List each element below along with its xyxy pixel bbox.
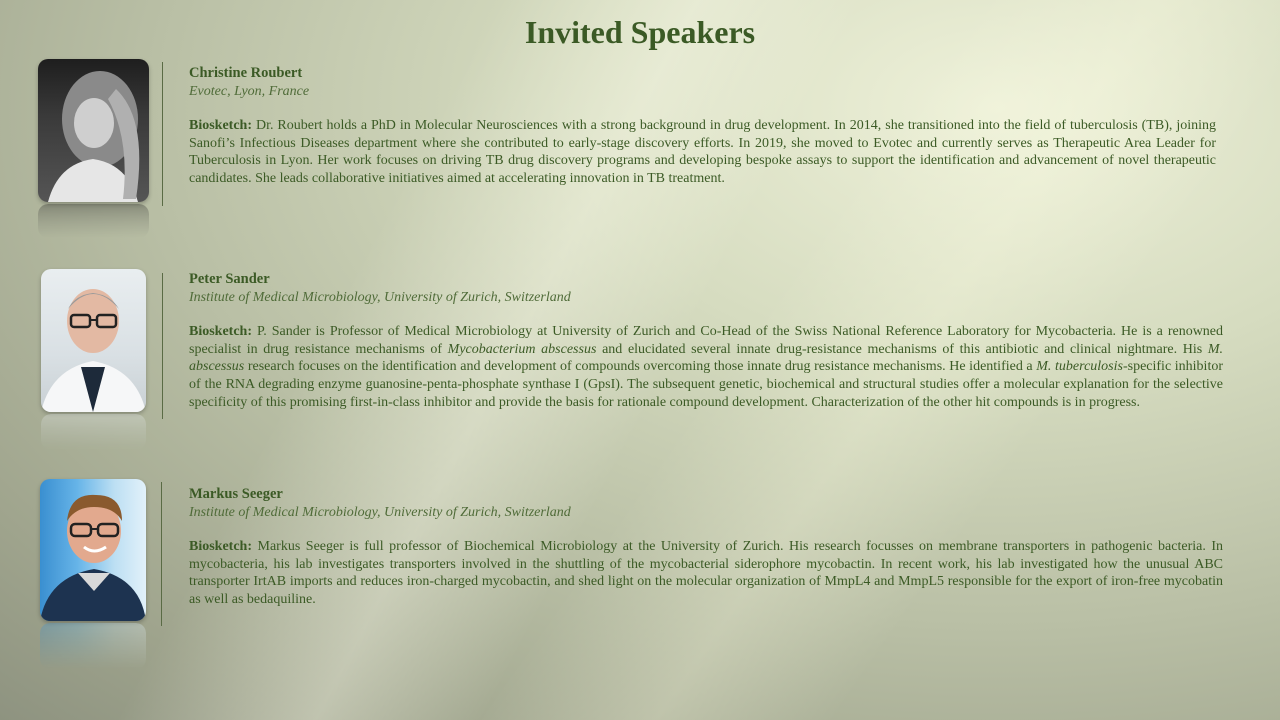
speaker-photo-wrap [41, 269, 146, 450]
speaker-photo [38, 59, 149, 202]
divider [162, 273, 163, 419]
speaker-photo [41, 269, 146, 412]
divider [162, 62, 163, 206]
page-title: Invited Speakers [524, 14, 756, 50]
speaker-photo-wrap [38, 59, 149, 238]
speaker-bio [189, 117, 1216, 187]
speaker-info [189, 65, 1216, 188]
bio-species-3: M. tuberculosis [1036, 359, 1123, 375]
bio-text-4: -specific inhibitor of the RNA degrading enzyme guanosine-penta-phosphate synthase I (GpsI). The subsequent genetic, biochemical and structural studies offer a molecular explanation for the selective specificity of this promising first-in-class inhibitor and provide the basis for rationale compound development. Characterization of the other hit compounds is in progress. [189, 359, 1223, 410]
speaker-name: Markus Seeger [189, 486, 283, 502]
bio-text-2: and elucidated several innate drug-resistance mechanisms of this antibiotic and clinical nightmare. His [596, 341, 1208, 357]
portrait-image [40, 479, 146, 621]
bio-species-1: Mycobacterium abscessus [447, 341, 597, 357]
bio-text-1: P. Sander is Professor of Medical Microbiology at University of Zurich and Co-Head of the Swiss National Reference Laboratory for Mycobacteria. He is a renowned specialist in drug resistance mechanisms of [189, 324, 1224, 357]
speaker-affiliation: Institute of Medical Microbiology, University of Zurich, Switzerland [189, 289, 571, 305]
speaker-affiliation: Evotec, Lyon, France [189, 83, 310, 99]
speaker-info [189, 271, 1223, 411]
bio-species-2: M. abscessus [189, 341, 1224, 375]
speaker-photo-reflection [38, 204, 149, 238]
bio-text-3: research focuses on the identification and development of compounds overcoming those innate drug resistance mechanisms. He identified a [244, 359, 1037, 375]
speaker-photo [40, 479, 146, 621]
portrait-image [41, 269, 146, 412]
speaker-photo-reflection [40, 623, 146, 669]
speaker-bio [189, 323, 1223, 411]
divider [161, 482, 162, 626]
speaker-info [189, 486, 1223, 609]
speaker-name: Christine Roubert [189, 65, 303, 81]
speaker-name: Peter Sander [189, 271, 270, 287]
bio-text: Markus Seeger is full professor of Biochemical Microbiology at the University of Zurich. His research focusses on membrane transporters in pathogenic bacteria. In mycobacteria, his lab investigates transporters involved in the shuttling of the mycobacterial siderophore mycobactin. In recent work, his lab investigated how the unusual ABC transporter IrtAB imports and reduces iron-charged mycobactin, and shed light on the molecular organization of MmpL4 and MmpL5 responsible for the export of iron-free mycobatin as well as bedaquiline. [189, 539, 1224, 607]
speaker-bio [189, 538, 1223, 608]
bio-label: Biosketch: [189, 539, 252, 555]
portrait-image [38, 59, 149, 202]
bio-label: Biosketch: [189, 324, 252, 340]
bio-label: Biosketch: [189, 118, 252, 134]
speaker-photo-reflection [41, 414, 146, 450]
speaker-photo-wrap [40, 479, 146, 669]
bio-text: Dr. Roubert holds a PhD in Molecular Neurosciences with a strong background in drug development. In 2014, she transitioned into the field of tuberculosis (TB), joining Sanofi’s Infectious Diseases department where she contributed to early-stage discovery efforts. In 2019, she moved to Evotec and currently serves as Therapeutic Area Leader for Tuberculosis in Lyon. Her work focuses on driving TB drug discovery programs and developing bespoke assays to support the identification and advancement of novel therapeutic candidates. She leads collaborative initiatives aimed at accelerating innovation in TB treatment. [189, 118, 1216, 186]
speaker-affiliation: Institute of Medical Microbiology, University of Zurich, Switzerland [189, 504, 571, 520]
